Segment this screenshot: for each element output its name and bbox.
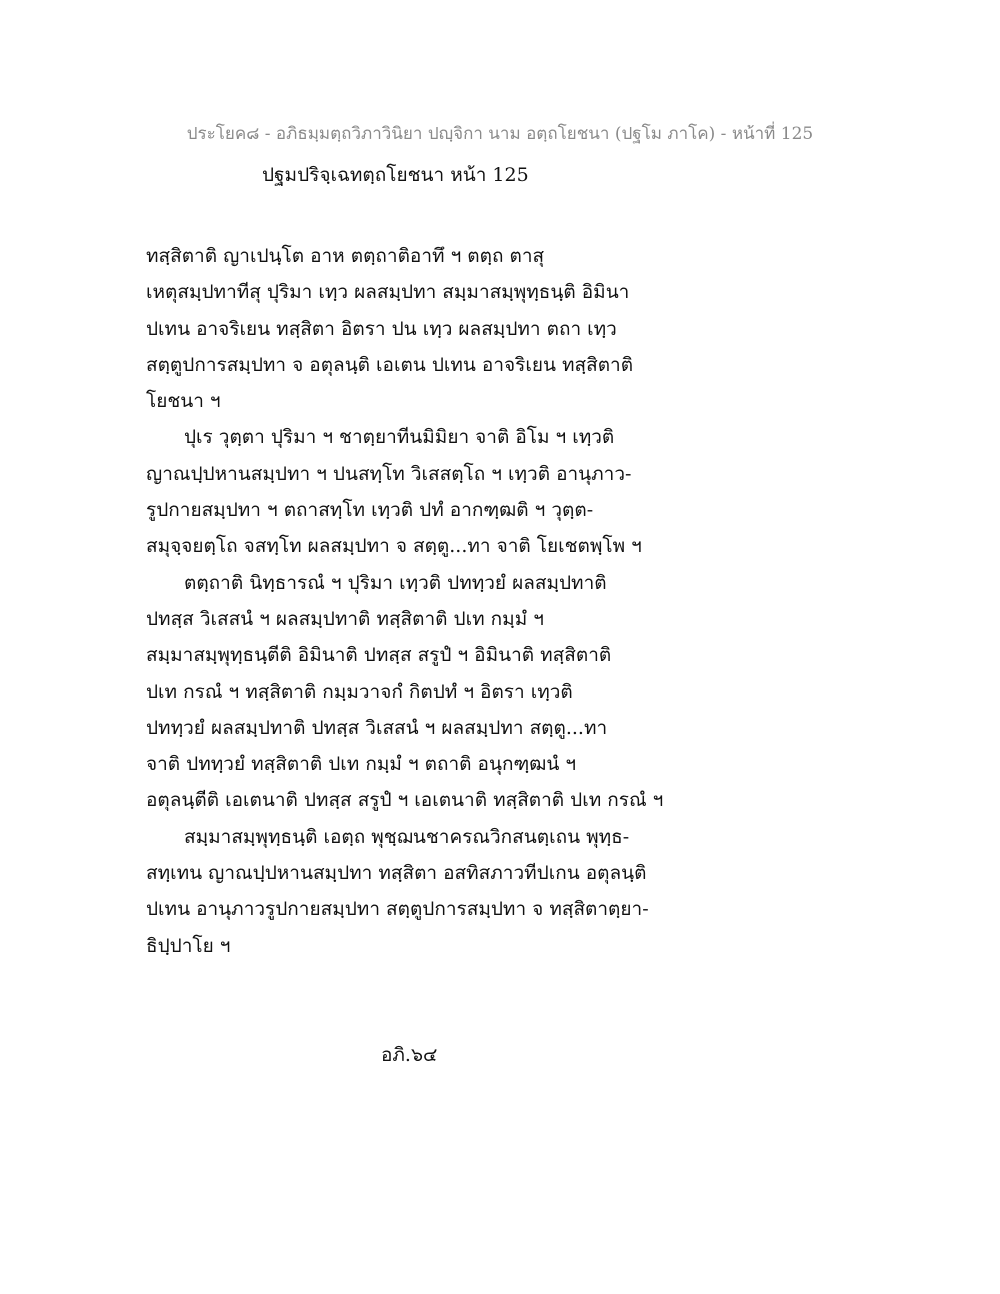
paragraph-start-line: ตตฺถาติ นิทฺธารณํ ฯ ปุริมา เทฺวติ ปททฺวยํ ผลสมฺปทาติ — [184, 571, 607, 594]
text-line: รูปกายสมฺปทา ฯ ตถาสทฺโท เทฺวติ ปทํ อากฑฺฒติ ฯ วุตฺต- — [146, 499, 594, 522]
text-line: อตุลนฺตีติ เอเตนาติ ปทสฺส สรูปํ ฯ เอเตนาติ ทสฺสิตาติ ปเท กรณํ ฯ — [146, 789, 664, 812]
text-line: เหตุสมฺปทาทีสุ ปุริมา เทฺว ผลสมฺปทา สมฺมาสมฺพุทฺธนฺติ อิมินา — [146, 281, 630, 304]
text-line: สมฺมาสมฺพุทฺธนฺตีติ อิมินาติ ปทสฺส สรูปํ ฯ อิมินาติ ทสฺสิตาติ — [146, 644, 612, 667]
page-signature: อภิ.๖๔ — [381, 1044, 438, 1066]
text-line: โยชนา ฯ — [146, 390, 221, 413]
text-line: จาติ ปททฺวยํ ทสฺสิตาติ ปเท กมฺมํ ฯ ตถาติ อนุกฑฺฒนํ ฯ — [146, 753, 577, 776]
text-line: สตฺตูปการสมฺปทา จ อตุลนฺติ เอเตน ปเทน อาจริเยน ทสฺสิตาติ — [146, 353, 634, 376]
text-line: ญาณปฺปหานสมฺปทา ฯ ปนสทฺโท วิเสสตฺโถ ฯ เทฺวติ อานุภาว- — [146, 462, 632, 485]
paragraph-start-line: สมฺมาสมฺพุทฺธนฺติ เอตฺถ พุชฺฌนชาครณวิกสนตฺเถน พุทฺธ- — [184, 825, 630, 848]
text-line: ปเทน อาจริเยน ทสฺสิตา อิตรา ปน เทฺว ผลสมฺปทา ตถา เทฺว — [146, 317, 617, 340]
text-line: สมุจฺจยตฺโถ จสทฺโท ผลสมฺปทา จ สตฺตู...ทา จาติ โยเชตพฺโพ ฯ — [146, 535, 642, 558]
text-line: ปเทน อานุภาวรูปกายสมฺปทา สตฺตูปการสมฺปทา จ ทสฺสิตาตฺยา- — [146, 898, 649, 921]
text-line: ปททฺวยํ ผลสมฺปทาติ ปทสฺส วิเสสนํ ฯ ผลสมฺปทา สตฺตู...ทา — [146, 716, 608, 739]
paragraph-start-line: ปุเร วุตฺตา ปุริมา ฯ ชาตฺยาทีนมิมิยา จาติ อิโม ฯ เทฺวติ — [184, 426, 615, 449]
text-line: ปเท กรณํ ฯ ทสฺสิตาติ กมฺมวาจกํ กิตปทํ ฯ อิตรา เทฺวติ — [146, 680, 573, 703]
text-line: ทสฺสิตาติ ญาเปนฺโต อาห ตตฺถาติอาทึ ฯ ตตฺถ ตาสุ — [146, 245, 545, 267]
chapter-title: ปฐมปริจฺเฉทตฺถโยชนา หน้า 125 — [262, 164, 529, 186]
running-header: ประโยค๘ - อภิธมฺมตฺถวิภาวินิยา ปญฺจิกา นาม อตฺถโยชนา (ปฐโม ภาโค) - หน้าที่ 125 — [186, 124, 814, 144]
body-text — [146, 238, 706, 964]
text-line: สทฺเทน ญาณปฺปหานสมฺปทา ทสฺสิตา อสทิสภาวทีปเกน อตุลนฺติ — [146, 862, 647, 885]
text-line: ปทสฺส วิเสสนํ ฯ ผลสมฺปทาติ ทสฺสิตาติ ปเท กมฺมํ ฯ — [146, 607, 544, 630]
text-line: ธิปฺปาโย ฯ — [146, 934, 231, 957]
